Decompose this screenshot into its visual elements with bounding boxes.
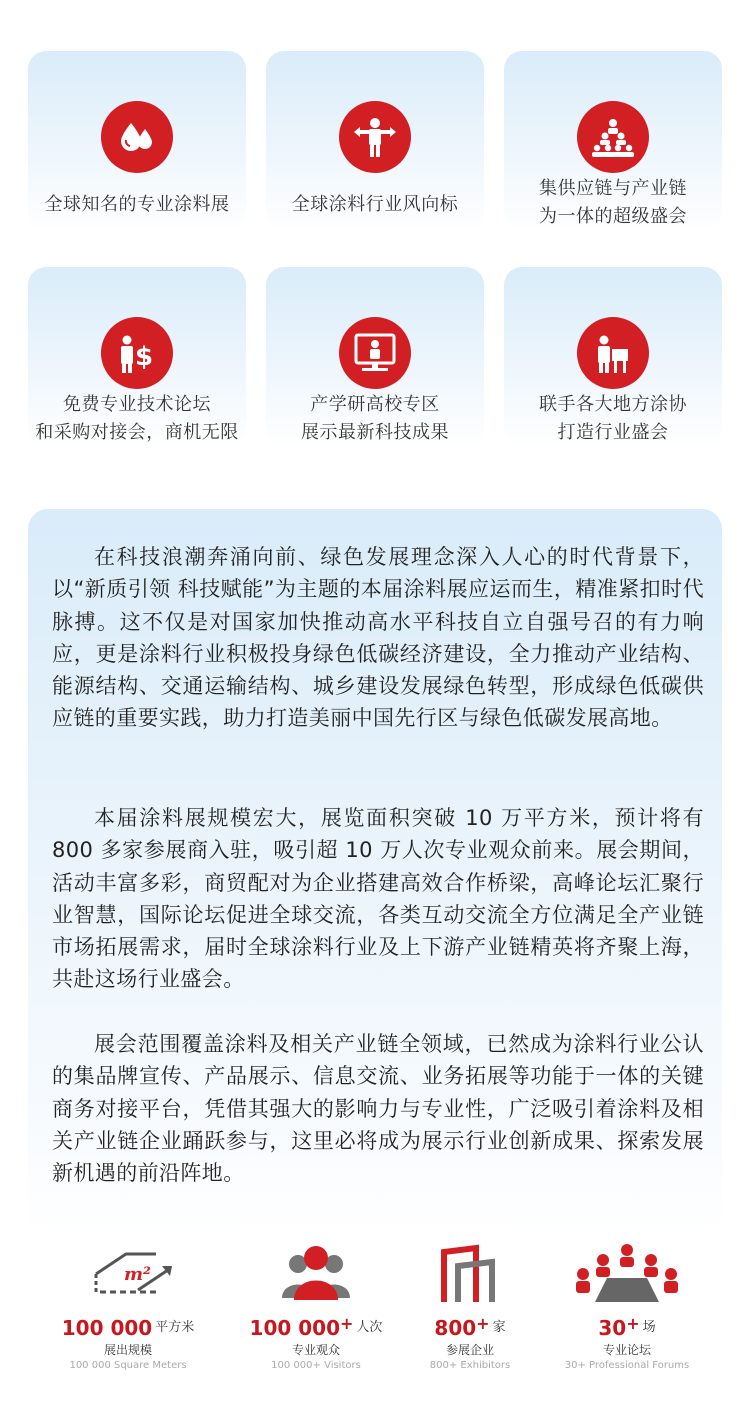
feature-label-line: 集供应链与产业链 bbox=[539, 178, 687, 199]
stat-label: 专业论坛 bbox=[602, 1343, 651, 1357]
stat-number-value: 30 bbox=[598, 1316, 627, 1340]
stat-number-value: 100 000 bbox=[249, 1316, 341, 1340]
stat-label: 展出规模 bbox=[103, 1343, 152, 1357]
intro-paragraph: 在科技浪潮奔涌向前、绿色发展理念深入人心的时代背景下，以“新质引领 科技赋能”为主题的本届涂料展应运而生，精准紧扣时代脉搏。这不仅是对国家加快推动高水平科技自立自强号召的有力响应，更是涂料行业积极投身绿色低碳经济建设，全力推动产业结构、能源结构、交通运输结构、城乡建设发展绿色转型，形成绿色低碳供应链的重要实践，助力打造美丽中国先行区与绿色低碳发展高地。 bbox=[52, 545, 704, 731]
stat-unit: 家 bbox=[492, 1320, 506, 1335]
stat-number bbox=[38, 1314, 218, 1340]
stat-label-en: 100 000+ Visitors bbox=[271, 1360, 361, 1371]
stat-area bbox=[38, 1240, 218, 1390]
intro-paragraph: 本届涂料展规模宏大，展览面积突破 10 万平方米，预计将有 800 多家参展商入驻，吸引超 10 万人次专业观众前来。展会期间，活动丰富多彩，商贸配对为企业搭建高效合作桥梁，高峰论坛汇聚行业智慧，国际论坛促进全球交流，各类互动交流全方位满足全产业链市场拓展需求，届时全球涂料行业及上下游产业链精英将齐聚上海，共赴这场行业盛会。 bbox=[52, 806, 704, 992]
stat-label-en: 800+ Exhibitors bbox=[429, 1360, 511, 1371]
direction-person-icon bbox=[339, 101, 411, 173]
stat-exhibitors bbox=[380, 1240, 560, 1390]
feature-label bbox=[504, 175, 722, 231]
feature-label-line: 打造行业盛会 bbox=[557, 422, 669, 443]
business-dollar-icon bbox=[101, 317, 173, 389]
feature-label bbox=[504, 391, 722, 447]
feature-label-line: 联手各大地方涂协 bbox=[539, 394, 687, 415]
stat-plus: + bbox=[476, 1314, 490, 1333]
feature-label: 全球涂料行业风向标 bbox=[291, 194, 459, 215]
stat-number-value: 100 000 bbox=[61, 1316, 153, 1340]
area-unit-text: m² bbox=[124, 1264, 151, 1285]
group-people-icon bbox=[577, 101, 649, 173]
feature-card-university bbox=[266, 267, 484, 448]
feature-card-cooperation bbox=[504, 267, 722, 448]
water-drops-icon bbox=[101, 101, 173, 173]
stat-visitors bbox=[226, 1240, 406, 1390]
feature-label-line: 和采购对接会，商机无限 bbox=[35, 422, 239, 443]
forum-meeting-icon bbox=[537, 1240, 717, 1310]
feature-card-renowned bbox=[28, 51, 246, 232]
stat-unit: 人次 bbox=[356, 1320, 383, 1335]
feature-label bbox=[266, 391, 484, 447]
feature-card-supply-chain bbox=[504, 51, 722, 232]
area-m2-icon bbox=[38, 1240, 218, 1310]
stat-number-value: 800 bbox=[434, 1316, 477, 1340]
svg-text:$: $ bbox=[134, 342, 154, 372]
feature-label: 全球知名的专业涂料展 bbox=[44, 194, 230, 215]
visitors-icon bbox=[226, 1240, 406, 1310]
stat-label-en: 30+ Professional Forums bbox=[564, 1360, 690, 1371]
exhibitors-building-icon bbox=[380, 1240, 560, 1310]
intro-paragraph: 展会范围覆盖涂料及相关产业链全领域，已然成为涂料行业公认的集品牌宣传、产品展示、信息交流、业务拓展等功能于一体的关键商务对接平台，凭借其强大的影响力与专业性，广泛吸引着涂料及相关产业链企业踊跃参与，这里必将成为展示行业创新成果、探索发展新机遇的前沿阵地。 bbox=[52, 1032, 704, 1186]
feature-label-line: 展示最新科技成果 bbox=[301, 422, 449, 443]
stat-unit: 平方米 bbox=[155, 1320, 195, 1335]
feature-label-line: 产学研高校专区 bbox=[310, 394, 440, 415]
stat-plus: + bbox=[340, 1314, 354, 1333]
feature-label-line: 免费专业技术论坛 bbox=[63, 394, 211, 415]
cooperation-desk-icon bbox=[577, 317, 649, 389]
stat-forums bbox=[537, 1240, 717, 1390]
stat-label-en: 100 000 Square Meters bbox=[69, 1360, 187, 1371]
intro-panel bbox=[28, 509, 722, 1234]
feature-card-forums bbox=[28, 267, 246, 448]
feature-label bbox=[18, 391, 256, 447]
stats-row bbox=[0, 1240, 750, 1421]
stat-unit: 场 bbox=[642, 1320, 656, 1335]
presentation-screen-icon bbox=[339, 317, 411, 389]
stat-number bbox=[380, 1314, 560, 1340]
stat-number bbox=[226, 1314, 406, 1340]
stat-plus: + bbox=[626, 1314, 640, 1333]
feature-card-trendsetter bbox=[266, 51, 484, 232]
feature-label-line: 为一体的超级盛会 bbox=[539, 206, 687, 227]
stat-label: 参展企业 bbox=[445, 1343, 494, 1357]
stat-number bbox=[537, 1314, 717, 1340]
stat-label: 专业观众 bbox=[291, 1343, 340, 1357]
